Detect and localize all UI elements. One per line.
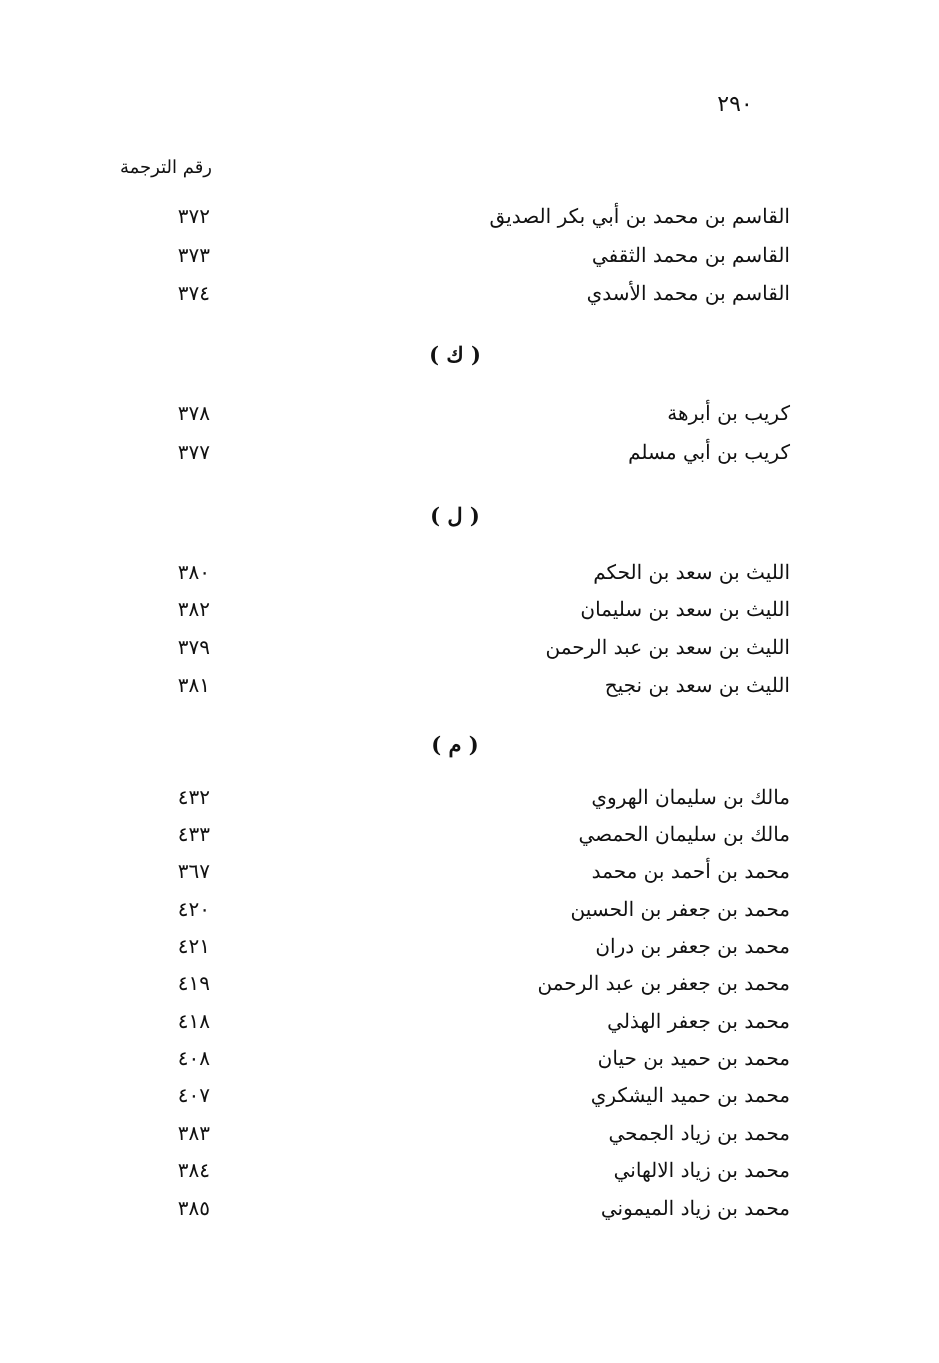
entry-name: كريب بن أبرهة [667, 401, 790, 425]
entry-name: الليث بن سعد بن عبد الرحمن [545, 635, 790, 659]
entry-name: محمد بن جعفر بن دران [595, 934, 790, 958]
entry-name: محمد بن زياد الجمحي [608, 1121, 790, 1145]
entry-number: ٤٢١ [177, 934, 210, 958]
index-entry [140, 243, 790, 277]
entry-number: ٣٧٣ [177, 243, 210, 267]
entry-name: محمد بن جعفر الهذلي [607, 1009, 790, 1033]
index-entry [140, 785, 790, 819]
index-entry [140, 1196, 790, 1230]
entry-number: ٣٨٣ [177, 1121, 210, 1145]
entry-number: ٤٢٠ [177, 897, 210, 921]
entry-number: ٣٨٠ [177, 560, 210, 584]
index-entry [140, 597, 790, 631]
index-entry [140, 560, 790, 594]
entry-number: ٤١٩ [177, 971, 210, 995]
entry-number: ٣٨٢ [177, 597, 210, 621]
letter-heading-kaf: ( ك ) [429, 342, 481, 367]
index-entry [140, 897, 790, 931]
entry-number: ٣٧٨ [177, 401, 210, 425]
letter-heading-lam: ( ل ) [430, 503, 480, 528]
entry-number: ٤١٨ [177, 1009, 210, 1033]
index-entry [140, 934, 790, 968]
entry-name: الليث بن سعد بن سليمان [580, 597, 790, 621]
entry-name: القاسم بن محمد بن أبي بكر الصديق [489, 204, 790, 228]
letter-heading-mim: ( م ) [431, 732, 479, 757]
entry-name: مالك بن سليمان الحمصي [578, 822, 790, 846]
entry-name: الليث بن سعد بن نجيح [604, 673, 790, 697]
entry-number: ٣٧٩ [177, 635, 210, 659]
index-entry [140, 440, 790, 474]
entry-name: محمد بن حميد بن حيان [597, 1046, 790, 1070]
entry-name: كريب بن أبي مسلم [628, 440, 790, 464]
entry-name: مالك بن سليمان الهروي [591, 785, 790, 809]
index-entry [140, 1121, 790, 1155]
entry-name: محمد بن جعفر بن الحسين [570, 897, 790, 921]
index-entry [140, 1158, 790, 1192]
index-entry [140, 822, 790, 856]
index-entry [140, 673, 790, 707]
column-header: رقم الترجمة [119, 157, 212, 178]
entry-name: محمد بن أحمد بن محمد [591, 859, 790, 883]
page-number: ٢٩٠ [717, 92, 753, 117]
index-entry [140, 971, 790, 1005]
index-entry [140, 281, 790, 315]
index-entry [140, 635, 790, 669]
entry-name: محمد بن جعفر بن عبد الرحمن [537, 971, 790, 995]
entry-name: محمد بن زياد الميموني [600, 1196, 790, 1220]
entry-number: ٣٨٤ [177, 1158, 210, 1182]
entry-number: ٣٨٥ [177, 1196, 210, 1220]
entry-number: ٤٠٨ [177, 1046, 210, 1070]
entry-name: الليث بن سعد بن الحكم [593, 560, 790, 584]
entry-name: محمد بن زياد الالهاني [613, 1158, 790, 1182]
index-entry [140, 1046, 790, 1080]
index-entry [140, 1009, 790, 1043]
entry-name: القاسم بن محمد الثقفي [591, 243, 790, 267]
index-entry [140, 401, 790, 435]
entry-name: القاسم بن محمد الأسدي [586, 281, 790, 305]
index-entry [140, 204, 790, 238]
entry-number: ٣٧٢ [177, 204, 210, 228]
entry-number: ٤٠٧ [177, 1083, 210, 1107]
index-entry [140, 859, 790, 893]
entry-name: محمد بن حميد اليشكري [590, 1083, 790, 1107]
entry-number: ٤٣٢ [177, 785, 210, 809]
entry-number: ٤٣٣ [177, 822, 210, 846]
entry-number: ٣٦٧ [177, 859, 210, 883]
entry-number: ٣٧٧ [177, 440, 210, 464]
entry-number: ٣٨١ [177, 673, 210, 697]
entry-number: ٣٧٤ [177, 281, 210, 305]
index-entry [140, 1083, 790, 1117]
